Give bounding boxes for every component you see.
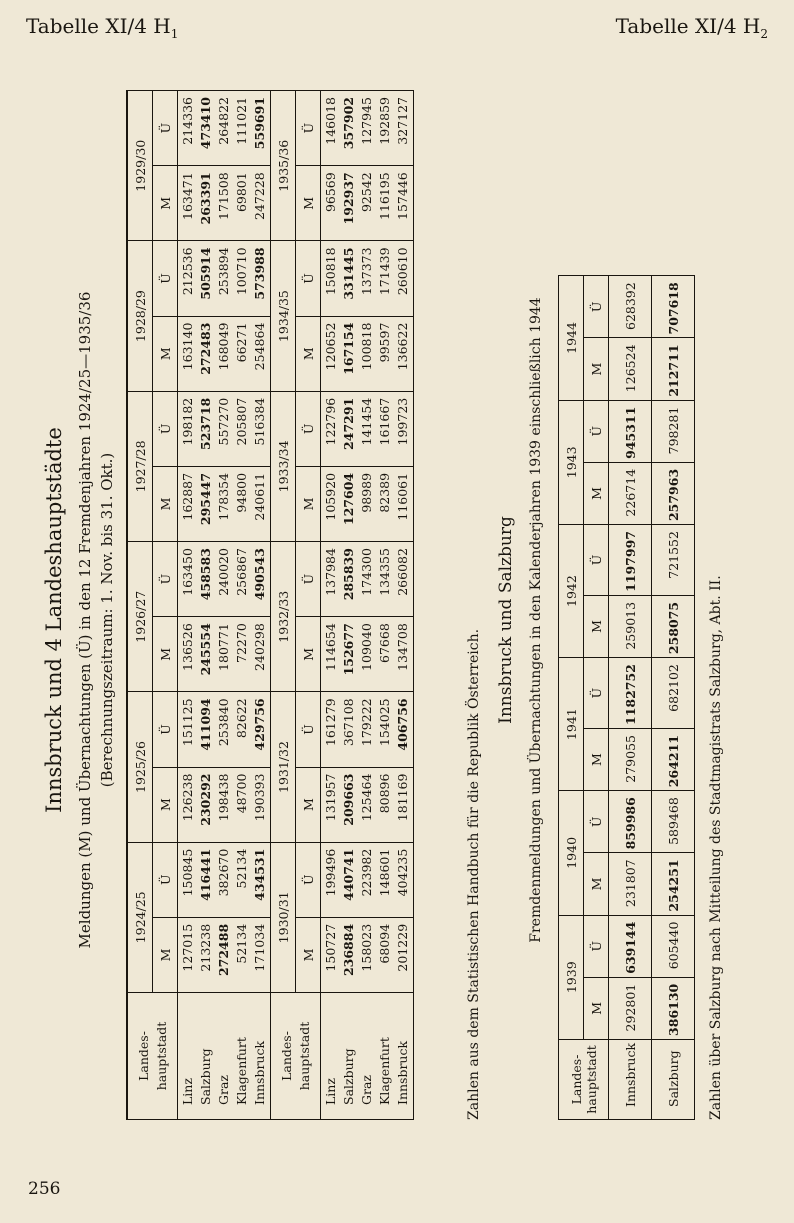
value: 178354 — [216, 472, 231, 521]
year-header: 1925/26 — [127, 692, 153, 842]
value: 411094 — [198, 698, 213, 751]
value: 98989 — [359, 472, 374, 513]
u-header: Ü — [296, 391, 321, 466]
m-header: M — [296, 767, 321, 842]
city-name: Salzburg — [341, 1048, 356, 1105]
value: 263391 — [198, 172, 213, 225]
mu-header-row — [153, 91, 178, 1120]
value: 367108 — [341, 698, 356, 747]
year-header: 1928/29 — [127, 241, 153, 391]
value: 82389 — [377, 472, 392, 513]
value: 134708 — [395, 623, 410, 671]
value: 458583 — [198, 548, 213, 601]
city-names-cell — [321, 993, 414, 1120]
m-header: M — [296, 466, 321, 541]
u-header: Ü — [296, 241, 321, 316]
value: 406756 — [395, 698, 410, 751]
value: 163450 — [180, 548, 195, 596]
value: 212711 — [652, 338, 695, 400]
u-header: Ü — [153, 91, 178, 166]
value: 126524 — [609, 338, 652, 400]
value: 945311 — [609, 400, 652, 462]
u-values-cell — [178, 542, 271, 617]
city-name: Innsbruck — [252, 1040, 267, 1105]
u-header: Ü — [153, 391, 178, 466]
city-name: Graz — [359, 1075, 374, 1105]
city-name: Salzburg — [652, 1039, 695, 1119]
value: 205807 — [234, 397, 249, 446]
value: 199723 — [395, 397, 410, 446]
u-header: Ü — [296, 542, 321, 617]
value: 198438 — [216, 773, 231, 822]
value: 473410 — [198, 97, 213, 150]
value: 168049 — [216, 322, 231, 371]
value: 416441 — [198, 848, 213, 901]
m-header: M — [584, 338, 609, 400]
value: 150818 — [323, 247, 338, 296]
m-values-cell — [178, 917, 271, 992]
main-table — [126, 90, 414, 1120]
value: 589468 — [652, 791, 695, 853]
table-row — [652, 276, 695, 1120]
value: 240611 — [252, 472, 267, 521]
value: 226714 — [609, 462, 652, 524]
value: 295447 — [198, 472, 213, 526]
value: 151125 — [180, 698, 195, 747]
value: 80896 — [377, 773, 392, 814]
value: 505914 — [198, 247, 213, 300]
value: 240298 — [252, 623, 267, 671]
value: 490543 — [252, 548, 267, 601]
data-row — [321, 91, 414, 1120]
value: 148601 — [377, 848, 392, 897]
value: 48700 — [234, 773, 249, 814]
value: 253894 — [216, 247, 231, 296]
m-header: M — [153, 917, 178, 992]
value: 214336 — [180, 97, 195, 145]
value: 605440 — [652, 915, 695, 977]
m-values-cell — [178, 166, 271, 241]
u-header: Ü — [296, 842, 321, 917]
value: 382670 — [216, 848, 231, 897]
value: 66271 — [234, 322, 249, 363]
value: 100710 — [234, 247, 249, 296]
m-values-cell — [321, 316, 414, 391]
value: 127604 — [341, 472, 356, 526]
value: 259013 — [609, 595, 652, 657]
value: 179222 — [359, 698, 374, 747]
value: 559691 — [252, 97, 267, 150]
value: 231807 — [609, 853, 652, 915]
value: 266082 — [395, 548, 410, 596]
value: 116195 — [377, 172, 392, 220]
value: 181169 — [395, 773, 410, 822]
value: 171034 — [252, 923, 267, 972]
value: 245554 — [198, 623, 213, 676]
value: 254864 — [252, 322, 267, 371]
column-label-cell — [559, 1039, 609, 1119]
u-header: Ü — [153, 542, 178, 617]
value: 52134 — [234, 923, 249, 964]
value: 264211 — [652, 729, 695, 791]
value: 240020 — [216, 548, 231, 596]
value: 429756 — [252, 698, 267, 751]
city-name: Innsbruck — [609, 1039, 652, 1119]
m-header: M — [584, 853, 609, 915]
value: 260610 — [395, 247, 410, 296]
value: 82622 — [234, 698, 249, 739]
value: 180771 — [216, 623, 231, 671]
city-name: Klagenfurt — [377, 1037, 392, 1105]
value: 434531 — [252, 848, 267, 901]
value: 163140 — [180, 322, 195, 371]
value: 212536 — [180, 247, 195, 296]
value: 279055 — [609, 729, 652, 791]
value: 92542 — [359, 172, 374, 213]
u-header: Ü — [584, 525, 609, 596]
value: 120652 — [323, 322, 338, 371]
value: 192937 — [341, 172, 356, 225]
value: 109040 — [359, 623, 374, 671]
value: 137984 — [323, 548, 338, 596]
page-subtitle-period: (Berechnungszeitraum: 1. Nov. bis 31. Okt.) — [98, 452, 116, 788]
u-values-cell — [321, 241, 414, 316]
city-name: Linz — [180, 1078, 195, 1105]
value: 236884 — [341, 923, 356, 977]
value: 114654 — [323, 623, 338, 671]
value: 327127 — [395, 97, 410, 145]
value: 516384 — [252, 397, 267, 446]
value: 247228 — [252, 172, 267, 220]
m-header: M — [584, 462, 609, 524]
value: 254251 — [652, 853, 695, 915]
value: 174300 — [359, 548, 374, 596]
value: 198182 — [180, 397, 195, 446]
year-header: 1930/31 — [271, 842, 296, 992]
u-values-cell — [321, 91, 414, 166]
value: 258075 — [652, 595, 695, 657]
value: 257963 — [652, 462, 695, 524]
m-header: M — [153, 316, 178, 391]
year-header-row — [127, 91, 153, 1120]
value: 137373 — [359, 247, 374, 296]
mu-header-row — [584, 276, 609, 1120]
value: 171439 — [377, 247, 392, 296]
value: 213238 — [198, 923, 213, 972]
value: 386130 — [652, 977, 695, 1039]
year-header: 1939 — [559, 915, 584, 1039]
value: 105920 — [323, 472, 338, 521]
u-header: Ü — [296, 692, 321, 767]
m-header: M — [153, 166, 178, 241]
value: 272488 — [216, 923, 231, 977]
city-name: Graz — [216, 1075, 231, 1105]
m-values-cell — [178, 316, 271, 391]
value: 1197997 — [609, 525, 652, 596]
value: 721552 — [652, 525, 695, 596]
value: 557270 — [216, 397, 231, 446]
value: 264822 — [216, 97, 231, 145]
value: 154025 — [377, 698, 392, 747]
m-header: M — [296, 166, 321, 241]
u-header: Ü — [584, 915, 609, 977]
value: 127945 — [359, 97, 374, 145]
value: 131957 — [323, 773, 338, 822]
u-values-cell — [178, 842, 271, 917]
value: 628392 — [609, 276, 652, 338]
second-table — [558, 275, 695, 1120]
value: 126238 — [180, 773, 195, 822]
city-names-cell — [178, 993, 271, 1120]
value: 272483 — [198, 322, 213, 375]
m-values-cell — [321, 917, 414, 992]
m-header: M — [153, 767, 178, 842]
value: 357902 — [341, 97, 356, 150]
value: 127015 — [180, 923, 195, 972]
column-label: Landes- hauptstadt — [278, 1021, 312, 1091]
value: 158023 — [359, 923, 374, 972]
value: 67668 — [377, 623, 392, 663]
value: 247291 — [341, 397, 356, 450]
year-header: 1931/32 — [271, 692, 296, 842]
year-header: 1942 — [559, 525, 584, 658]
column-label: Landes- hauptstadt — [568, 1045, 599, 1114]
u-header: Ü — [153, 241, 178, 316]
value: 707618 — [652, 276, 695, 338]
m-header: M — [296, 917, 321, 992]
rotated-table-page — [28, 40, 738, 1160]
value: 68094 — [377, 923, 392, 964]
value: 199496 — [323, 848, 338, 897]
m-values-cell — [321, 617, 414, 692]
u-values-cell — [178, 241, 271, 316]
value: 440741 — [341, 848, 356, 901]
value: 116061 — [395, 472, 410, 521]
data-row — [178, 91, 271, 1120]
u-header: Ü — [584, 791, 609, 853]
m-header: M — [584, 595, 609, 657]
value: 171508 — [216, 172, 231, 220]
page-number: 256 — [28, 1179, 61, 1199]
value: 69801 — [234, 172, 249, 213]
value: 573988 — [252, 247, 267, 300]
u-values-cell — [321, 542, 414, 617]
value: 192859 — [377, 97, 392, 145]
u-header: Ü — [296, 91, 321, 166]
m-header: M — [584, 729, 609, 791]
page-subtitle: Meldungen (M) und Übernachtungen (Ü) in den 12 Fremdenjahren 1924/25—1935/36 — [76, 291, 94, 949]
value: 523718 — [198, 397, 213, 450]
m-values-cell — [321, 466, 414, 541]
value: 52134 — [234, 848, 249, 889]
column-label-cell — [127, 993, 178, 1120]
value: 167154 — [341, 322, 356, 375]
m-header: M — [296, 316, 321, 391]
city-name: Salzburg — [198, 1048, 213, 1105]
year-header-row — [271, 91, 296, 1120]
value: 292801 — [609, 977, 652, 1039]
page-title: Innsbruck und 4 Landeshauptstädte — [42, 427, 66, 813]
year-header: 1935/36 — [271, 91, 296, 241]
value: 253840 — [216, 698, 231, 747]
u-header: Ü — [584, 276, 609, 338]
column-label: Landes- hauptstadt — [135, 1021, 169, 1091]
value: 230292 — [198, 773, 213, 826]
value: 157446 — [395, 172, 410, 220]
u-header: Ü — [584, 658, 609, 729]
header-left: Tabelle XI/4 $H_1$ — [26, 14, 179, 41]
year-header: 1927/28 — [127, 391, 153, 541]
value: 122796 — [323, 397, 338, 446]
m-header: M — [584, 977, 609, 1039]
u-header: Ü — [153, 842, 178, 917]
city-name: Linz — [323, 1078, 338, 1105]
value: 161667 — [377, 397, 392, 446]
value: 798281 — [652, 400, 695, 462]
source-note-2: Zahlen über Salzburg nach Mitteilung des Stadtmagistrats Salzburg, Abt. II. — [708, 575, 724, 1120]
value: 209663 — [341, 773, 356, 826]
value: 190393 — [252, 773, 267, 822]
value: 152677 — [341, 623, 356, 676]
u-values-cell — [321, 842, 414, 917]
value: 136622 — [395, 322, 410, 371]
value: 256867 — [234, 548, 249, 596]
year-header: 1934/35 — [271, 241, 296, 391]
m-values-cell — [178, 466, 271, 541]
value: 639144 — [609, 915, 652, 977]
value: 146018 — [323, 97, 338, 145]
m-values-cell — [178, 767, 271, 842]
year-header: 1944 — [559, 276, 584, 400]
value: 136526 — [180, 623, 195, 671]
second-table-subtitle: Fremdenmeldungen und Übernachtungen in den Kalenderjahren 1939 einschließlich 1944 — [528, 297, 544, 943]
value: 223982 — [359, 848, 374, 897]
value: 285839 — [341, 548, 356, 601]
u-values-cell — [321, 391, 414, 466]
u-values-cell — [178, 91, 271, 166]
value: 682102 — [652, 658, 695, 729]
m-values-cell — [178, 617, 271, 692]
year-header: 1924/25 — [127, 842, 153, 992]
m-values-cell — [321, 166, 414, 241]
value: 161279 — [323, 698, 338, 747]
u-values-cell — [178, 692, 271, 767]
value: 111021 — [234, 97, 249, 145]
m-header: M — [153, 466, 178, 541]
value: 859986 — [609, 791, 652, 853]
value: 141454 — [359, 397, 374, 446]
year-header: 1940 — [559, 791, 584, 915]
value: 1182752 — [609, 658, 652, 729]
year-header: 1943 — [559, 400, 584, 524]
second-table-title: Innsbruck und Salzburg — [496, 516, 516, 724]
table-row — [609, 276, 652, 1120]
m-header: M — [153, 617, 178, 692]
u-values-cell — [321, 692, 414, 767]
value: 150727 — [323, 923, 338, 972]
value: 404235 — [395, 848, 410, 897]
column-label-cell — [271, 993, 321, 1120]
value: 96569 — [323, 172, 338, 213]
year-header: 1941 — [559, 658, 584, 791]
value: 331445 — [341, 247, 356, 300]
m-header: M — [296, 617, 321, 692]
m-values-cell — [321, 767, 414, 842]
city-name: Innsbruck — [395, 1040, 410, 1105]
value: 134355 — [377, 548, 392, 596]
city-name: Klagenfurt — [234, 1037, 249, 1105]
header-right: Tabelle XI/4 $H_2$ — [615, 14, 768, 41]
u-header: Ü — [584, 400, 609, 462]
value: 125464 — [359, 773, 374, 822]
source-note-1: Zahlen aus dem Statistischen Handbuch für die Republik Österreich. — [466, 628, 482, 1120]
year-header: 1933/34 — [271, 391, 296, 541]
year-header: 1926/27 — [127, 542, 153, 692]
year-header-row — [559, 276, 584, 1120]
value: 162887 — [180, 472, 195, 521]
year-header: 1932/33 — [271, 542, 296, 692]
value: 201229 — [395, 923, 410, 972]
value: 72270 — [234, 623, 249, 663]
value: 99597 — [377, 322, 392, 363]
value: 100818 — [359, 322, 374, 371]
u-values-cell — [178, 391, 271, 466]
value: 150845 — [180, 848, 195, 897]
value: 94800 — [234, 472, 249, 513]
year-header: 1929/30 — [127, 91, 153, 241]
value: 163471 — [180, 172, 195, 220]
u-header: Ü — [153, 692, 178, 767]
mu-header-row — [296, 91, 321, 1120]
